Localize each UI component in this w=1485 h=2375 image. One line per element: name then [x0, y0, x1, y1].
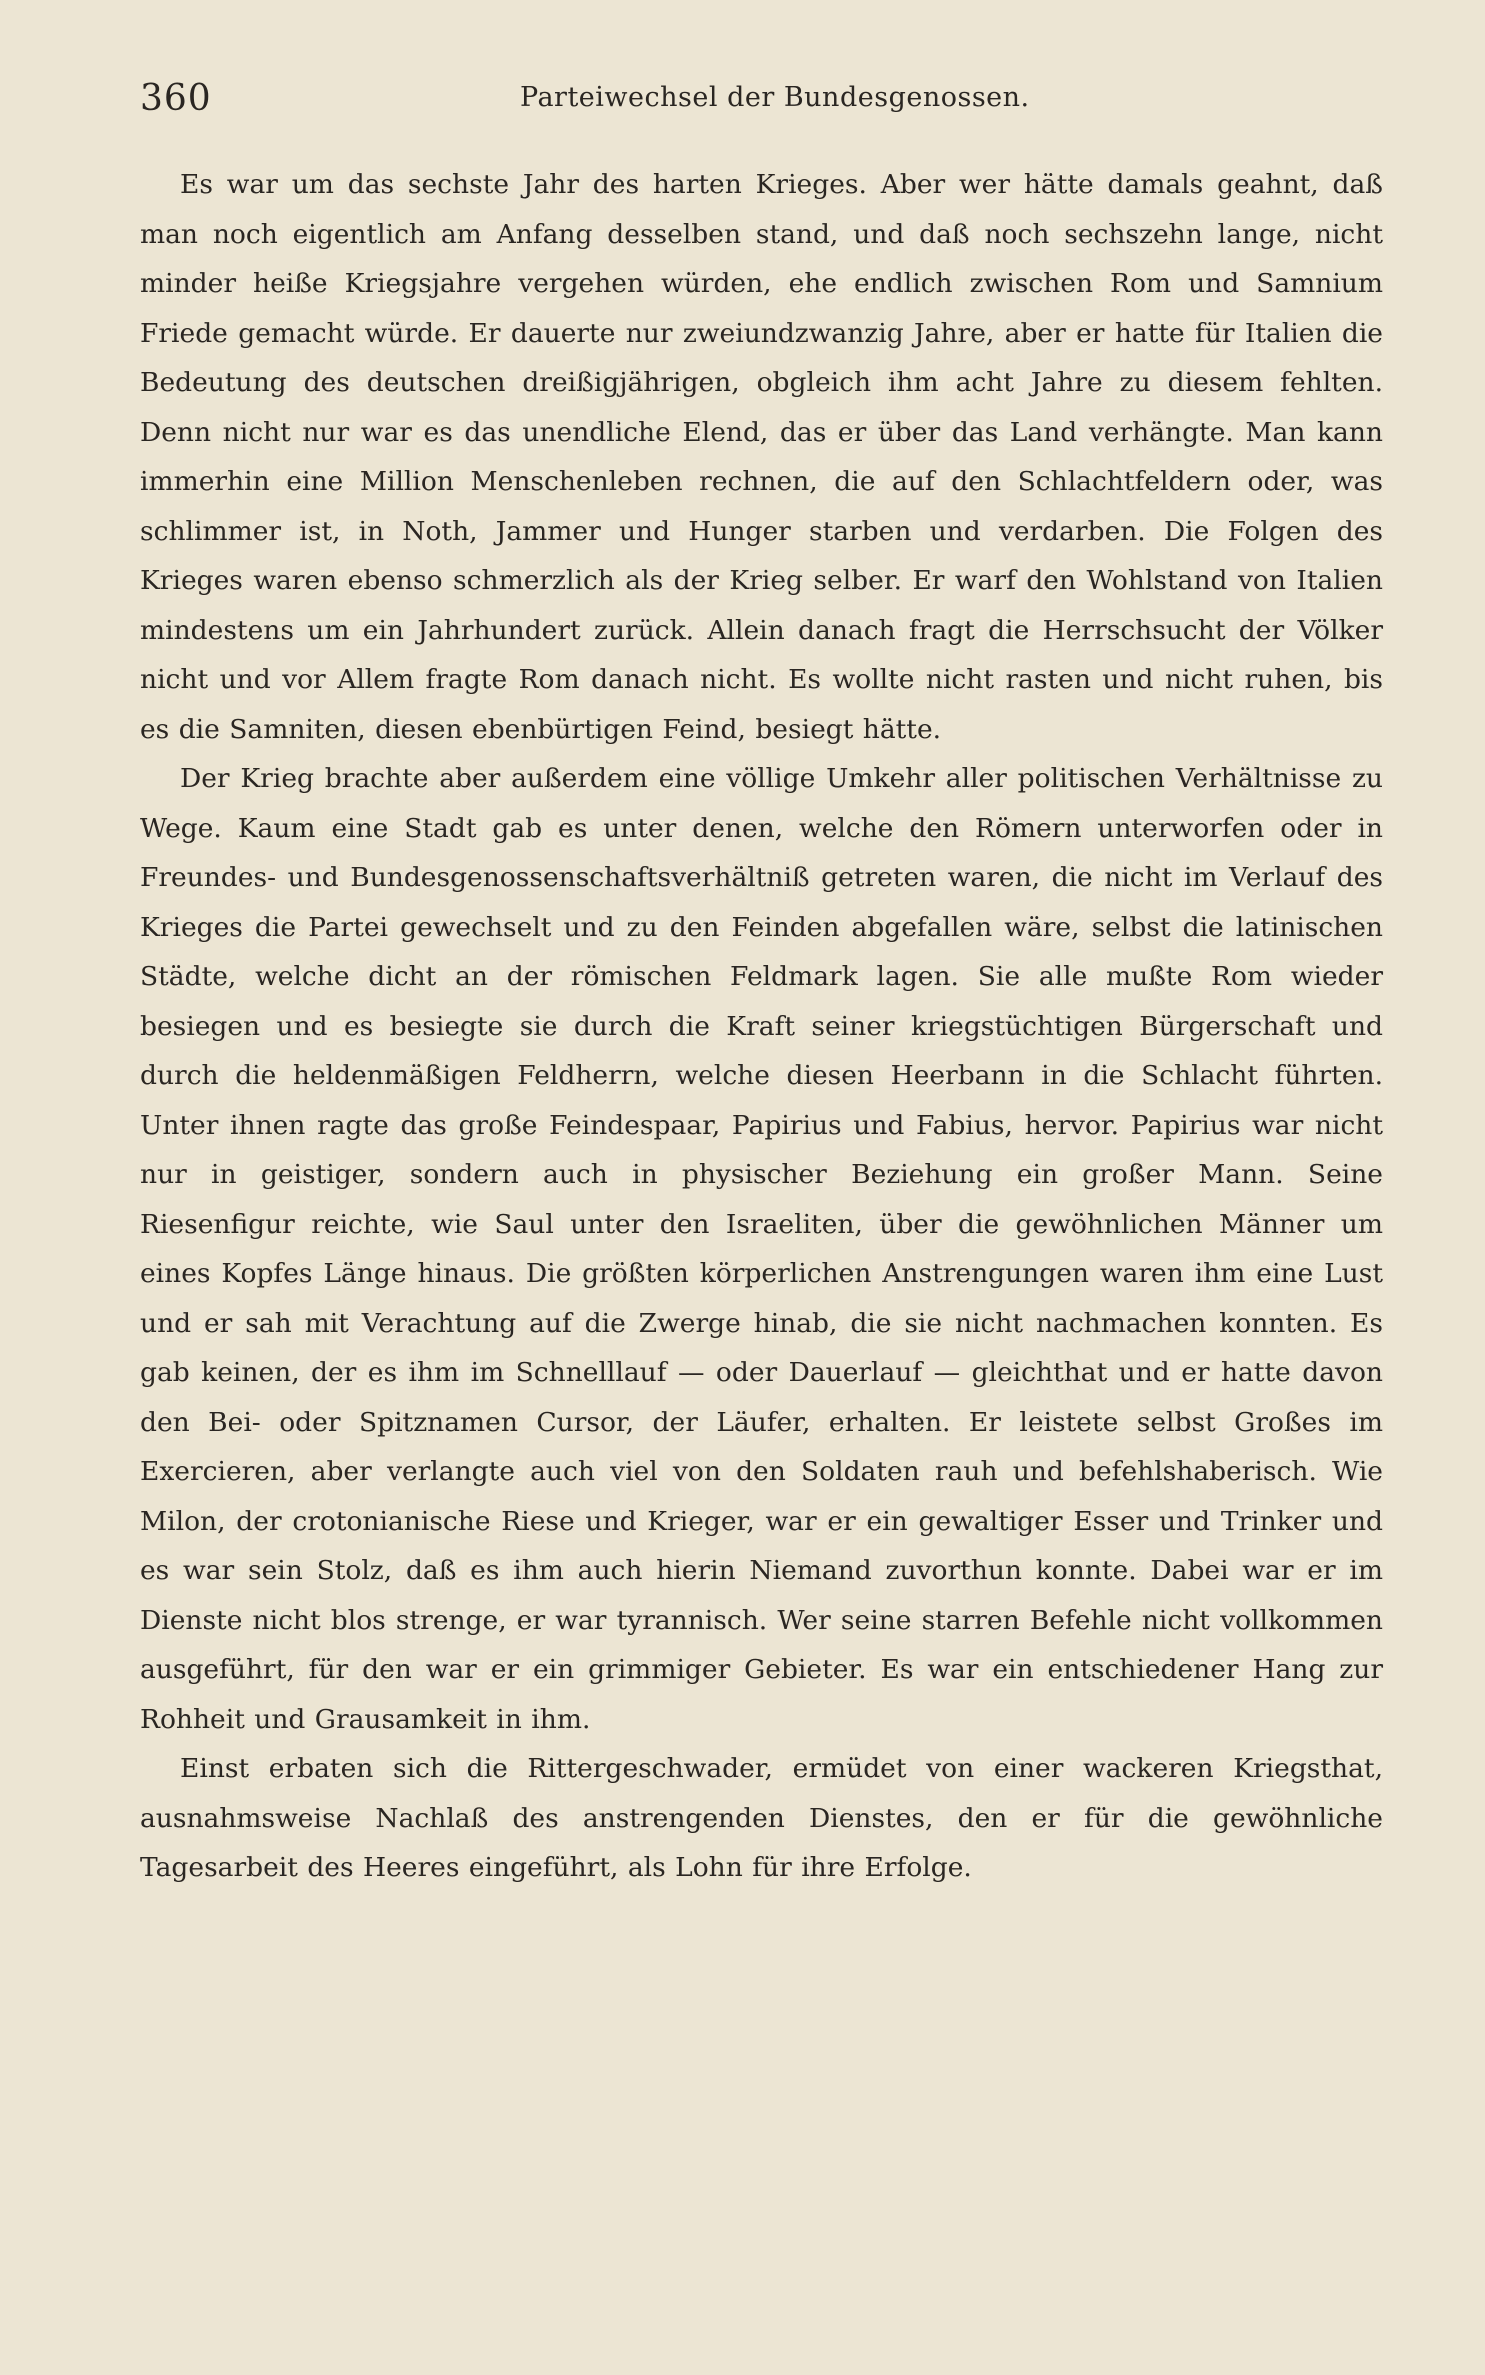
- paragraph: Einst erbaten sich die Rittergeschwader, ermüdet von einer wackeren Kriegsthat, ausnahmsweise Nachlaß des anstrengenden Dienstes, den er für die gewöhnliche Tagesarbeit des Heeres eingeführt, als Lohn für ihre Erfolge.: [140, 1753, 1383, 1883]
- page-header: [140, 72, 1380, 132]
- page-number: 360: [140, 78, 212, 119]
- running-title: Parteiwechsel der Bundesgenossen.: [520, 82, 1030, 113]
- paragraph: Es war um das sechste Jahr des harten Krieges. Aber wer hätte damals geahnt, daß man noch eigentlich am Anfang desselben stand, und daß noch sechszehn lange, nicht minder heiße Kriegsjahre vergehen würden, ehe endlich zwischen Rom und Samnium Friede gemacht würde. Er dauerte nur zweiundzwanzig Jahre, aber er hatte für Italien die Bedeutung des deutschen dreißigjährigen, obgleich ihm acht Jahre zu diesem fehlten. Denn nicht nur war es das unendliche Elend, das er über das Land verhängte. Man kann immerhin eine Million Menschenleben rechnen, die auf den Schlachtfeldern oder, was schlimmer ist, in Noth, Jammer und Hunger starben und verdarben. Die Folgen des Krieges waren ebenso schmerzlich als der Krieg selber. Er warf den Wohlstand von Italien mindestens um ein Jahrhundert zurück. Allein danach fragt die Herrschsucht der Völker nicht und vor Allem fragte Rom danach nicht. Es wollte nicht rasten und nicht ruhen, bis es die Samniten, diesen ebenbürtigen Feind, besiegt hätte.: [140, 169, 1383, 745]
- body-text: [140, 160, 1383, 1893]
- paragraph: Der Krieg brachte aber außerdem eine völlige Umkehr aller politischen Verhältnisse zu Wege. Kaum eine Stadt gab es unter denen, welche den Römern unterworfen oder in Freundes- und Bundesgenossenschaftsverhältniß getreten waren, die nicht im Verlauf des Krieges die Partei gewechselt und zu den Feinden abgefallen wäre, selbst die latinischen Städte, welche dicht an der römischen Feldmark lagen. Sie alle mußte Rom wieder besiegen und es besiegte sie durch die Kraft seiner kriegstüchtigen Bürgerschaft und durch die heldenmäßigen Feldherrn, welche diesen Heerbann in die Schlacht führten. Unter ihnen ragte das große Feindespaar, Papirius und Fabius, hervor. Papirius war nicht nur in geistiger, sondern auch in physischer Beziehung ein großer Mann. Seine Riesenfigur reichte, wie Saul unter den Israeliten, über die gewöhnlichen Männer um eines Kopfes Länge hinaus. Die größten körperlichen Anstrengungen waren ihm eine Lust und er sah mit Verachtung auf die Zwerge hinab, die sie nicht nachmachen konnten. Es gab keinen, der es ihm im Schnelllauf — oder Dauerlauf — gleichthat und er hatte davon den Bei- oder Spitznamen Cursor, der Läufer, erhalten. Er leistete selbst Großes im Exercieren, aber verlangte auch viel von den Soldaten rauh und befehlshaberisch. Wie Milon, der crotonianische Riese und Krieger, war er ein gewaltiger Esser und Trinker und es war sein Stolz, daß es ihm auch hierin Niemand zuvorthun konnte. Dabei war er im Dienste nicht blos strenge, er war tyrannisch. Wer seine starren Befehle nicht vollkommen ausgeführt, für den war er ein grimmiger Gebieter. Es war ein entschiedener Hang zur Rohheit und Grausamkeit in ihm.: [140, 763, 1383, 1735]
